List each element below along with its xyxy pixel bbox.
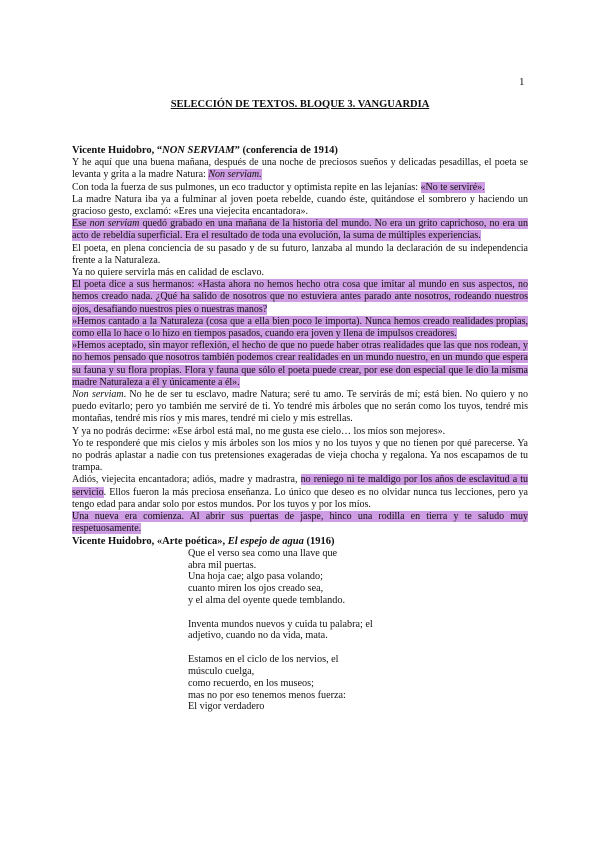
section-heading-arte-poetica: Vicente Huidobro, «Arte poética», El espejo de agua (1916) — [72, 535, 335, 547]
poem-line: y el alma del oyente quede temblando. — [188, 594, 346, 606]
paragraph — [72, 511, 528, 535]
poem-line: adjetivo, cuando no da vida, mata. — [188, 630, 328, 642]
paragraph: Ya no quiere servirla más en calidad de esclavo. — [72, 267, 264, 279]
section-heading-non-serviam: Vicente Huidobro, “NON SERVIAM” (conferencia de 1914) — [72, 145, 338, 156]
paragraph: El poeta, en plena conciencia de su pasado y de su futuro, lanzaba al mundo la declaración de su independencia frente a la Naturaleza. — [72, 242, 528, 266]
poem-line: Una hoja cae; algo pasa volando; — [188, 571, 323, 583]
highlight: »Hemos aceptado, sin mayor reflexión, el hecho de que no puede haber otras realidades que las que nos rodean, y no hemos pensado que nosotros también podemos crear realidades en un mundo nuestro, en un mundo que espera su fauna y su flora propias. Flora y fauna que sólo el poeta puede crear, por ese don especial que le dio la misma madre Naturaleza a él y únicamente a él». — [72, 340, 528, 388]
highlight: no reniego ni te maldigo por los años de esclavitud a tu servicio — [72, 474, 529, 498]
highlight: «No te serviré». — [420, 181, 485, 193]
poem-line: mas no por eso tenemos menos fuerza: — [188, 689, 346, 701]
highlight: »Hemos cantado a la Naturaleza (cosa que a ella bien poco le importa). Nunca hemos creado realidades propias, como ella lo hace o lo hizo en tiempos pasados, cuando era joven y llena de impulsos creadores. — [72, 315, 528, 340]
paragraph — [72, 218, 528, 242]
paragraph: Yo te responderé que mis cielos y mis árboles son los míos y no los tuyos y que no tienen por qué parecerse. Ya no podrás aplastar a nadie con tus pretensiones exageradas de vieja chocha y regalona. Ya nos escapamos de tu trampa. — [72, 437, 528, 474]
paragraph: Con toda la fuerza de sus pulmones, un eco traductor y optimista repite en las lejanías: «No te serviré». — [72, 181, 485, 193]
poem-line: Que el verso sea como una llave que — [188, 547, 338, 559]
poem-stanza — [188, 619, 528, 643]
paragraph — [72, 316, 528, 340]
poem-line: El vigor verdadero — [188, 701, 265, 713]
document-body — [72, 145, 528, 725]
paragraph: Non serviam. No he de ser tu esclavo, madre Natura; seré tu amo. Te servirás de mí; está bien. No quiero y no puedo evitarlo; pero yo también me serviré de ti. Yo tendré mis árboles que no serán como los tuyos, tendré mis montañas, tendré mis ríos y mis mares, tendré mi cielo y mis estrellas. — [72, 389, 528, 425]
poem-line: Inventa mundos nuevos y cuida tu palabra; el — [188, 618, 373, 630]
highlight: Non serviam. — [208, 169, 262, 181]
paragraph: Adiós, viejecita encantadora; adiós, madre y madrastra, no reniego ni te maldigo por los años de esclavitud a tu servicio. Ellos fueron la más preciosa enseñanza. Lo único que deseo es no olvidar nunca tus lecciones, pero ya tengo edad para andar solo por estos mundos. Por los tuyos y por los míos. — [72, 474, 529, 510]
highlight: Ese non serviam quedó grabado en una mañana de la historia del mundo. No era un grito caprichoso, no era un acto de rebeldía superficial. Era el resultado de toda una evolución, la suma de múltiples experiencias. — [72, 218, 528, 242]
page-title: SELECCIÓN DE TEXTOS. BLOQUE 3. VANGUARDIA — [170, 99, 430, 110]
page-number: 1 — [519, 76, 525, 88]
poem-line: cuanto miren los ojos creado sea, — [188, 583, 324, 595]
poem — [188, 548, 528, 714]
poem-line: Estamos en el ciclo de los nervios, el — [188, 654, 339, 666]
highlight: El poeta dice a sus hermanos: «Hasta ahora no hemos hecho otra cosa que imitar al mundo en sus aspectos, no hemos creado nada. ¿Qué ha salido de nosotros que no estuviera antes parado ante nosotros, rodeando nuestros ojos, desafiando nuestros pies o nuestras manos? — [72, 279, 528, 315]
poem-stanza — [188, 654, 528, 713]
poem-line: como recuerdo, en los museos; — [188, 677, 314, 689]
paragraph — [72, 340, 528, 389]
poem-stanza — [188, 548, 528, 607]
paragraph: Y ya no podrás decirme: «Ese árbol está mal, no me gusta ese cielo… los míos son mejores». — [72, 425, 446, 437]
paragraph — [72, 279, 528, 316]
poem-line: abra mil puertas. — [188, 559, 257, 571]
highlight: Una nueva era comienza. Al abrir sus puertas de jaspe, hinco una rodilla en tierra y te saludo muy respetuosamente. — [72, 511, 528, 535]
paragraph: La madre Natura iba ya a fulminar al joven poeta rebelde, cuando éste, quitándose el sombrero y haciendo un gracioso gesto, exclamó: «Eres una viejecita encantadora». — [72, 193, 528, 218]
paragraph: Y he aquí que una buena mañana, después de una noche de preciosos sueños y delicadas pesadillas, el poeta se levanta y grita a la madre Natura: Non serviam. — [72, 157, 528, 181]
poem-line: músculo cuelga, — [188, 666, 255, 678]
